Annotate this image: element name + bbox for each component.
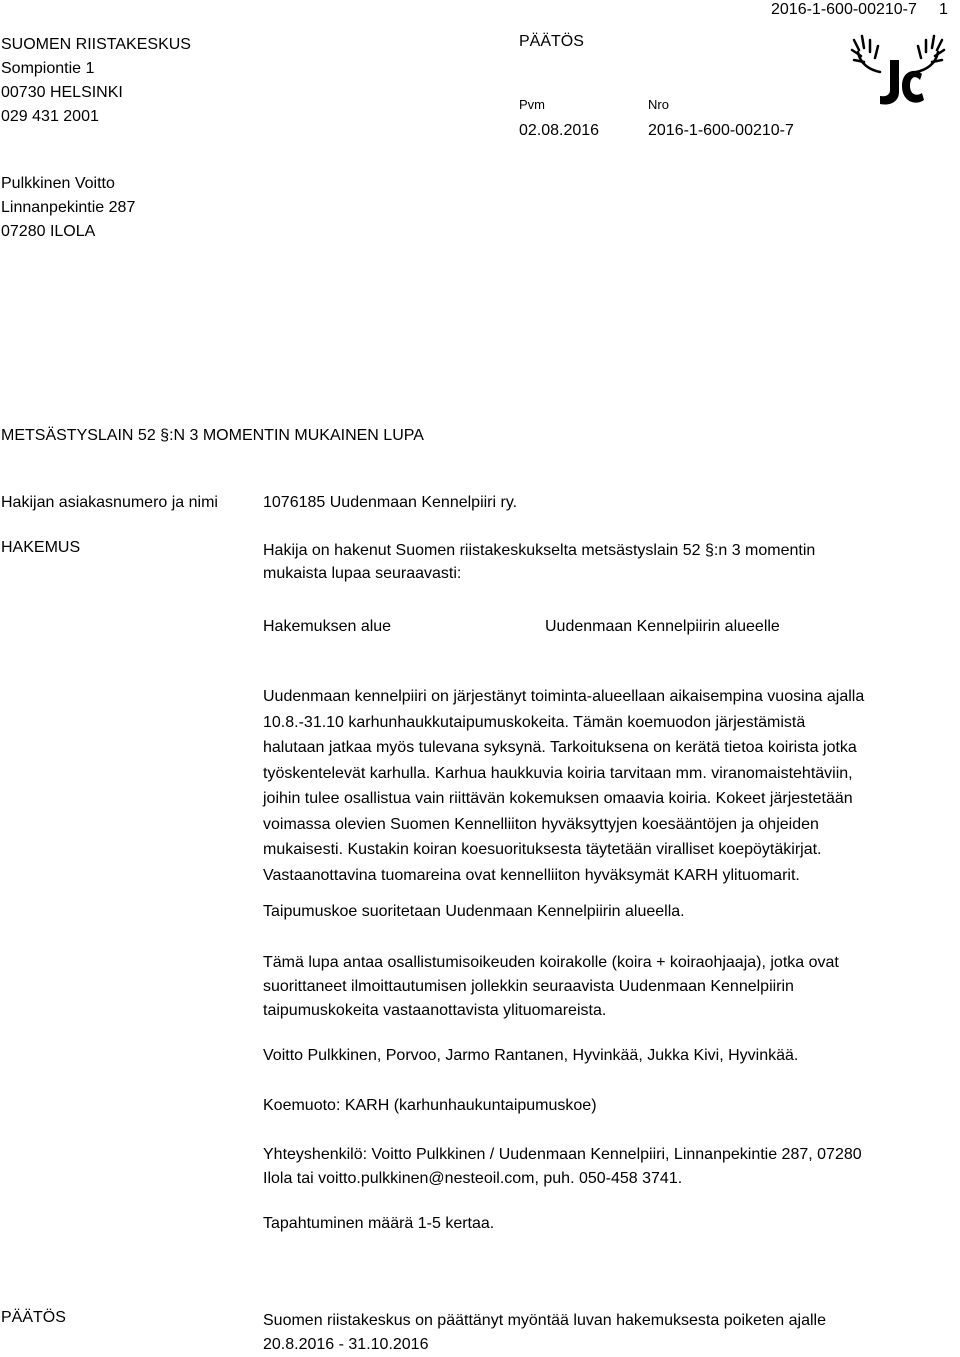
sender-city: 00730 HELSINKI [1,84,123,101]
application-intro [263,539,815,585]
trial-type-text: Koemuoto: KARH (karhunhaukuntaipumuskoe) [263,1097,597,1114]
description-line: mukaisesti. Kustakin koiran koesuorituksesta täytetään viralliset koepöytäkirjat. [263,841,822,858]
number-label: Nro [648,97,669,112]
permission-line: Tämä lupa antaa osallistumisoikeuden koirakolle (koira + koiraohjaaja), jotka ovat [263,954,839,971]
intro-line: Hakija on hakenut Suomen riistakeskukselta metsästyslain 52 §:n 3 momentin [263,542,816,559]
location-text: Taipumuskoe suoritetaan Uudenmaan Kennelpiirin alueella. [263,903,685,920]
judges-text: Voitto Pulkkinen, Porvoo, Jarmo Rantanen, Hyvinkää, Jukka Kivi, Hyvinkää. [263,1047,799,1064]
contact-line: Ilola tai voitto.pulkkinen@nesteoil.com, puh. 050-458 3741. [263,1170,683,1187]
sender-phone: 029 431 2001 [1,108,99,125]
area-value: Uudenmaan Kennelpiirin alueelle [545,618,780,635]
application-label: HAKEMUS [1,539,81,556]
date-value: 02.08.2016 [519,122,600,139]
description-line: joihin tulee osallistua vain riittävän kokemuksen omaavia koiria. Kokeet järjestetään [263,790,853,807]
recipient-street: Linnanpekintie 287 [1,199,136,216]
recipient-name: Pulkkinen Voitto [1,175,115,192]
description-line: halutaan jatkaa myös tulevana syksynä. Tarkoituksena on kerätä tietoa koirista jotka [263,739,857,756]
recipient-block [1,172,135,244]
permission-text [263,951,953,1023]
decision-line: 20.8.2016 - 31.10.2016 [263,1336,429,1353]
description-line: voimassa olevien Suomen Kennelliiton hyväksyttyjen koesääntöjen ja ohjeiden [263,815,819,833]
applicant-label: Hakijan asiakasnumero ja nimi [1,494,218,511]
applicant-value: 1076185 Uudenmaan Kennelpiiri ry. [263,494,518,511]
decision-label: PÄÄTÖS [1,1309,66,1326]
description-line: Vastaanottavina tuomareina ovat kennelliiton hyväksymät KARH ylituomarit. [263,866,800,884]
application-description [263,684,953,888]
date-label: Pvm [519,97,545,112]
page-number: 1 [939,1,948,18]
corner-reference: 2016-1-600-00210-7 [771,1,917,18]
decision-line: Suomen riistakeskus on päättänyt myöntää luvan hakemuksesta poiketen ajalle [263,1312,826,1329]
sender-street: Sompiontie 1 [1,60,95,77]
permission-line: taipumuskokeita vastaanottavista ylituomareista. [263,1002,607,1019]
decision-text [263,1309,953,1357]
permission-line: suorittaneet ilmoittautumisen jollekkin seuraavista Uudenmaan Kennelpiirin [263,978,794,995]
riistakeskus-logo-icon [850,30,946,108]
description-line: 10.8.-31.10 karhunhaukkutaipumuskokeita. Tämän koemuodon järjestämistä [263,713,806,731]
number-value: 2016-1-600-00210-7 [648,122,794,139]
sender-name: SUOMEN RIISTAKESKUS [1,36,191,53]
description-line: työskentelevät karhulla. Karhua haukkuvia koiria tarvitaan mm. viranomaistehtäviin, [263,764,853,782]
document-type: PÄÄTÖS [519,33,584,50]
sender-block [1,33,191,129]
frequency-text: Tapahtuminen määrä 1-5 kertaa. [263,1215,495,1232]
recipient-city: 07280 ILOLA [1,223,96,240]
contact-line: Yhteyshenkilö: Voitto Pulkkinen / Uudenmaan Kennelpiiri, Linnanpekintie 287, 07280 [263,1146,862,1163]
description-line: Uudenmaan kennelpiiri on järjestänyt toiminta-alueellaan aikaisempina vuosina ajalla [263,688,865,705]
area-label: Hakemuksen alue [263,618,392,635]
contact-text [263,1143,953,1191]
intro-line: mukaista lupaa seuraavasti: [263,565,462,582]
document-subject: METSÄSTYSLAIN 52 §:N 3 MOMENTIN MUKAINEN LUPA [1,427,424,444]
